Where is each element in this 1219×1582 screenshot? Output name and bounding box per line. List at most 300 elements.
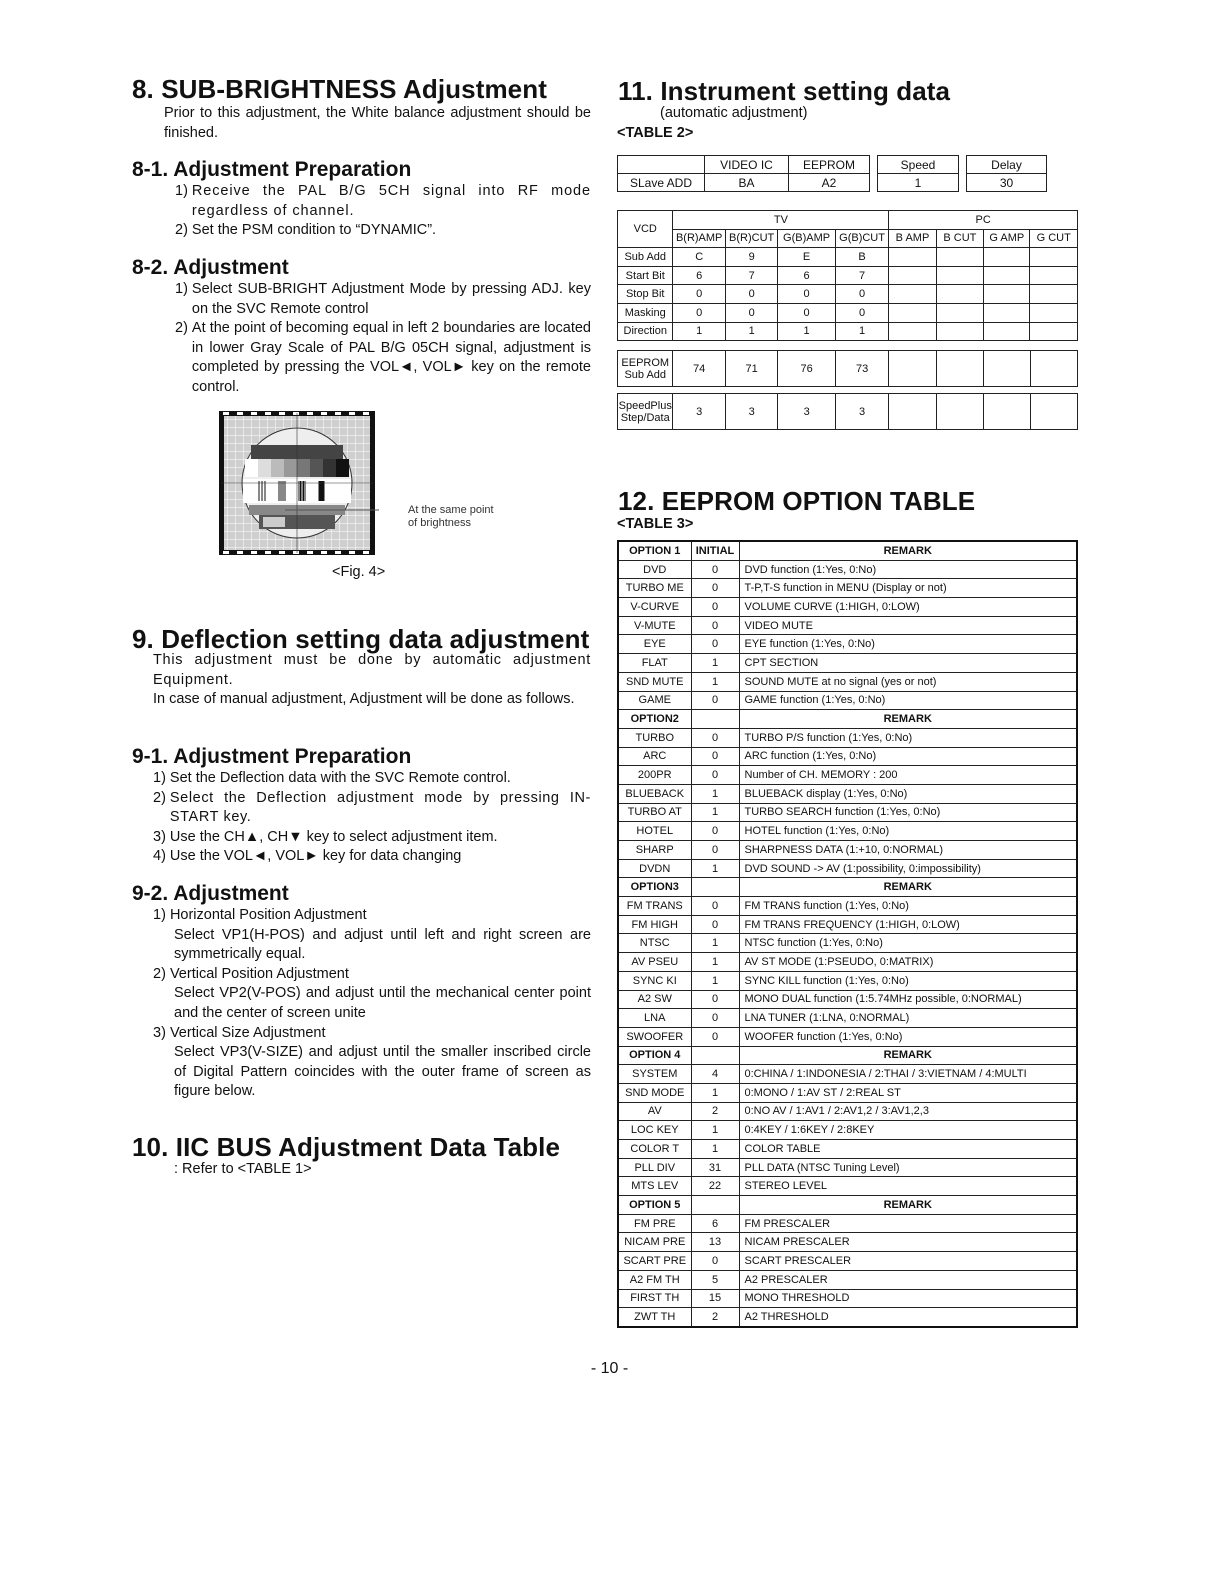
section-9-2-title: 9-2. Adjustment [132, 882, 289, 905]
column-header: G(B)CUT [835, 229, 888, 248]
option-name: NTSC [618, 934, 691, 953]
group-header-row [618, 878, 1077, 897]
option-name: LOC KEY [618, 1121, 691, 1140]
list-item: 1) Select SUB-BRIGHT Adjustment Mode by pressing ADJ. key on the SVC Remote control [175, 281, 591, 317]
option-remark: 0:CHINA / 1:INDONESIA / 2:THAI / 3:VIETNAM / 4:MULTI [739, 1065, 1077, 1084]
table-row [618, 1158, 1077, 1177]
column-header: B CUT [936, 229, 983, 248]
list-item: 4) Use the VOL◄, VOL► key for data changing [153, 848, 462, 865]
remark-header: REMARK [739, 541, 1077, 560]
table-cell: 7 [725, 266, 777, 285]
table-cell [936, 266, 983, 285]
table-row [618, 1308, 1077, 1327]
table-cell: 6 [778, 266, 835, 285]
option-initial: 1 [691, 1140, 739, 1159]
option-initial: 1 [691, 1121, 739, 1140]
option-remark: A2 THRESHOLD [739, 1308, 1077, 1327]
table-row [618, 1252, 1077, 1271]
option-initial: 0 [691, 635, 739, 654]
section-9-title: 9. Deflection setting data adjustment [132, 624, 590, 654]
option-name: NICAM PRE [618, 1233, 691, 1252]
option-initial: 1 [691, 672, 739, 691]
table-cell [618, 156, 705, 174]
row-label: Masking [618, 303, 673, 322]
figure-caption: <Fig. 4> [332, 564, 386, 580]
option-initial: 4 [691, 1065, 739, 1084]
option-name: TURBO AT [618, 803, 691, 822]
table-cell: 1 [725, 322, 777, 341]
option-initial: 0 [691, 579, 739, 598]
table-cell: 1 [778, 322, 835, 341]
option-name: PLL DIV [618, 1158, 691, 1177]
group-name: OPTION 4 [618, 1046, 691, 1065]
group-header-row [618, 541, 1077, 560]
table-row [618, 1027, 1077, 1046]
section-8-intro: Prior to this adjustment, the White balance adjustment should be finished. [164, 105, 591, 141]
section-12-title: 12. EEPROM OPTION TABLE [618, 486, 976, 516]
option-remark: FM PRESCALER [739, 1214, 1077, 1233]
table-cell [984, 248, 1030, 267]
speedplus-table [617, 393, 1078, 430]
table-cell: 0 [673, 303, 725, 322]
slave-add-table [617, 155, 870, 192]
row-label: SLave ADD [618, 174, 705, 192]
section-8-1-title: 8-1. Adjustment Preparation [132, 158, 412, 181]
table-row [618, 728, 1077, 747]
table-cell [936, 322, 983, 341]
table-2-label: <TABLE 2> [617, 125, 694, 141]
table-row [618, 351, 1078, 387]
option-initial: 0 [691, 990, 739, 1009]
option-remark: WOOFER function (1:Yes, 0:No) [739, 1027, 1077, 1046]
list-item: 2) At the point of becoming equal in left 2 boundaries are located in lower Gray Scale of PAL B/G 05CH signal, adjustment is completed by pressing the VOL◄, VOL► key on the remote control. [175, 320, 591, 395]
table-row [618, 1233, 1077, 1252]
section-9-1-title: 9-1. Adjustment Preparation [132, 745, 412, 768]
table-cell: 0 [835, 303, 888, 322]
table-cell: 71 [725, 351, 777, 387]
row-label: Start Bit [618, 266, 673, 285]
option-initial: 0 [691, 616, 739, 635]
group-name: OPTION3 [618, 878, 691, 897]
table-cell: 76 [778, 351, 836, 387]
option-name: GAME [618, 691, 691, 710]
option-initial: 0 [691, 915, 739, 934]
table-row [618, 672, 1077, 691]
option-remark: TURBO P/S function (1:Yes, 0:No) [739, 728, 1077, 747]
column-header: G CUT [1030, 229, 1078, 248]
option-remark: FM TRANS FREQUENCY (1:HIGH, 0:LOW) [739, 915, 1077, 934]
option-name: DVDN [618, 859, 691, 878]
table-cell [889, 322, 936, 341]
option-name: FLAT [618, 654, 691, 673]
group-name: OPTION2 [618, 710, 691, 729]
option-initial: 2 [691, 1102, 739, 1121]
option-name: FM HIGH [618, 915, 691, 934]
table-row [618, 1065, 1077, 1084]
list-item: 3) Vertical Size Adjustment Select VP3(V-SIZE) and adjust until the smaller inscribed circle of Digital Pattern coincides with the outer frame of screen as figure below. [153, 1024, 591, 1100]
option-name: A2 SW [618, 990, 691, 1009]
table-row [618, 654, 1077, 673]
option-name: SHARP [618, 841, 691, 860]
table-cell: E [778, 248, 835, 267]
option-remark: PLL DATA (NTSC Tuning Level) [739, 1158, 1077, 1177]
option-name: FM PRE [618, 1214, 691, 1233]
initial-header: INITIAL [691, 541, 739, 560]
group-name: OPTION 5 [618, 1196, 691, 1215]
table-cell: C [673, 248, 725, 267]
table-cell: 0 [725, 303, 777, 322]
section-10-ref: : Refer to <TABLE 1> [174, 1161, 312, 1177]
option-initial: 1 [691, 1083, 739, 1102]
option-remark: HOTEL function (1:Yes, 0:No) [739, 822, 1077, 841]
option-remark: FM TRANS function (1:Yes, 0:No) [739, 897, 1077, 916]
table-cell [936, 248, 983, 267]
option-remark: STEREO LEVEL [739, 1177, 1077, 1196]
table-cell [936, 394, 983, 430]
table-row [618, 248, 1078, 267]
table-row [618, 953, 1077, 972]
table-row [618, 635, 1077, 654]
eeprom-option-table [617, 540, 1078, 1328]
column-header: B(R)AMP [673, 229, 725, 248]
option-initial: 22 [691, 1177, 739, 1196]
option-name: ZWT TH [618, 1308, 691, 1327]
option-remark: CPT SECTION [739, 654, 1077, 673]
table-header: PC [889, 211, 1078, 230]
option-remark: DVD SOUND -> AV (1:possibility, 0:impossibility) [739, 859, 1077, 878]
table-row [618, 1009, 1077, 1028]
list-item: 2) Select the Deflection adjustment mode by pressing IN-START key. [153, 789, 591, 826]
table-cell [984, 322, 1030, 341]
eeprom-sub-add-table [617, 350, 1078, 387]
option-name: FM TRANS [618, 897, 691, 916]
option-remark: 0:MONO / 1:AV ST / 2:REAL ST [739, 1083, 1077, 1102]
remark-header: REMARK [739, 710, 1077, 729]
table-row [618, 803, 1077, 822]
delay-table [966, 155, 1047, 192]
option-remark: MONO DUAL function (1:5.74MHz possible, 0:NORMAL) [739, 990, 1077, 1009]
table-row [618, 784, 1077, 803]
table-row [618, 1289, 1077, 1308]
option-remark: TURBO SEARCH function (1:Yes, 0:No) [739, 803, 1077, 822]
table-cell [936, 285, 983, 304]
initial-header [691, 878, 739, 897]
table-row [618, 822, 1077, 841]
option-name: AV [618, 1102, 691, 1121]
vcd-table [617, 210, 1078, 341]
table-row [618, 1270, 1077, 1289]
table-row [618, 691, 1077, 710]
row-label: EEPROM Sub Add [618, 351, 673, 387]
row-label: Stop Bit [618, 285, 673, 304]
table-cell [984, 303, 1030, 322]
table-3-label: <TABLE 3> [617, 516, 694, 532]
table-cell [889, 266, 936, 285]
option-remark: Number of CH. MEMORY : 200 [739, 766, 1077, 785]
table-cell [1030, 394, 1077, 430]
list-item: 1) Set the Deflection data with the SVC Remote control. [153, 770, 511, 786]
table-row [618, 266, 1078, 285]
table-cell [984, 285, 1030, 304]
option-name: COLOR T [618, 1140, 691, 1159]
option-name: SND MUTE [618, 672, 691, 691]
table-cell: BA [705, 174, 789, 192]
section-9-1-list [153, 769, 591, 867]
option-initial: 0 [691, 728, 739, 747]
option-initial: 0 [691, 897, 739, 916]
list-item: 1) Receive the PAL B/G 5CH signal into RF mode regardless of channel. [175, 183, 591, 219]
option-name: V-MUTE [618, 616, 691, 635]
table-row [618, 1121, 1077, 1140]
option-initial: 0 [691, 691, 739, 710]
option-name: V-CURVE [618, 598, 691, 617]
section-8-2-title: 8-2. Adjustment [132, 256, 289, 279]
table-row [618, 1214, 1077, 1233]
group-header-row [618, 1046, 1077, 1065]
list-item: 3) Use the CH▲, CH▼ key to select adjustment item. [153, 828, 498, 845]
table-cell: 0 [725, 285, 777, 304]
table-cell: 0 [673, 285, 725, 304]
table-cell: 1 [878, 174, 959, 192]
option-name: 200PR [618, 766, 691, 785]
option-initial: 1 [691, 654, 739, 673]
option-remark: SCART PRESCALER [739, 1252, 1077, 1271]
table-cell: 9 [725, 248, 777, 267]
section-11-subtitle: (automatic adjustment) [660, 105, 808, 121]
option-initial: 0 [691, 766, 739, 785]
option-initial: 2 [691, 1308, 739, 1327]
option-name: TURBO [618, 728, 691, 747]
row-label: Direction [618, 322, 673, 341]
option-name: SYSTEM [618, 1065, 691, 1084]
option-remark: SOUND MUTE at no signal (yes or not) [739, 672, 1077, 691]
option-initial: 0 [691, 747, 739, 766]
remark-header: REMARK [739, 878, 1077, 897]
option-remark: COLOR TABLE [739, 1140, 1077, 1159]
section-9-intro: This adjustment must be done by automatic adjustment Equipment. In case of manual adjustment, Adjustment will be done as follows. [153, 652, 591, 708]
option-remark: MONO THRESHOLD [739, 1289, 1077, 1308]
table-cell: 3 [835, 394, 888, 430]
table-row [618, 174, 870, 192]
option-remark: SYNC KILL function (1:Yes, 0:No) [739, 971, 1077, 990]
table-cell: 6 [673, 266, 725, 285]
table-cell [889, 351, 936, 387]
option-name: FIRST TH [618, 1289, 691, 1308]
table-row [618, 971, 1077, 990]
list-item: 2) Vertical Position Adjustment Select VP2(V-POS) and adjust until the mechanical center point and the center of screen unite [153, 965, 591, 1021]
option-name: HOTEL [618, 822, 691, 841]
table-row [618, 747, 1077, 766]
table-cell: 73 [835, 351, 888, 387]
table-cell: 0 [778, 285, 835, 304]
option-name: SYNC KI [618, 971, 691, 990]
page-number: - 10 - [590, 1360, 629, 1377]
table-header: VIDEO IC [705, 156, 789, 174]
table-header: TV [673, 211, 889, 230]
option-initial: 1 [691, 934, 739, 953]
table-header: VCD [618, 211, 673, 248]
option-initial: 15 [691, 1289, 739, 1308]
table-cell [1030, 248, 1078, 267]
option-initial: 0 [691, 1009, 739, 1028]
table-row [618, 394, 1078, 430]
row-label: SpeedPlus Step/Data [618, 394, 673, 430]
remark-header: REMARK [739, 1196, 1077, 1215]
option-name: AV PSEU [618, 953, 691, 972]
table-cell: 30 [967, 174, 1047, 192]
table-row [618, 579, 1077, 598]
table-header: Delay [967, 156, 1047, 174]
option-remark: T-P,T-S function in MENU (Display or not) [739, 579, 1077, 598]
table-cell: 1 [673, 322, 725, 341]
table-cell: 7 [835, 266, 888, 285]
option-remark: A2 PRESCALER [739, 1270, 1077, 1289]
option-remark: VIDEO MUTE [739, 616, 1077, 635]
table-row [618, 934, 1077, 953]
table-cell: 3 [778, 394, 836, 430]
row-label: Sub Add [618, 248, 673, 267]
table-cell [889, 248, 936, 267]
table-cell [889, 285, 936, 304]
table-cell: 74 [673, 351, 725, 387]
option-remark: NICAM PRESCALER [739, 1233, 1077, 1252]
table-row [618, 211, 1078, 230]
table-header: EEPROM [789, 156, 870, 174]
option-initial: 0 [691, 598, 739, 617]
option-initial: 6 [691, 1214, 739, 1233]
option-remark: 0:NO AV / 1:AV1 / 2:AV1,2 / 3:AV1,2,3 [739, 1102, 1077, 1121]
column-header: G AMP [984, 229, 1030, 248]
table-cell [1030, 266, 1078, 285]
section-10-title: 10. IIC BUS Adjustment Data Table [132, 1132, 561, 1162]
speed-table [877, 155, 959, 192]
table-row [618, 897, 1077, 916]
option-remark: NTSC function (1:Yes, 0:No) [739, 934, 1077, 953]
option-name: A2 FM TH [618, 1270, 691, 1289]
option-remark: BLUEBACK display (1:Yes, 0:No) [739, 784, 1077, 803]
section-8-2-list [175, 280, 591, 398]
table-row [618, 560, 1077, 579]
table-row [618, 1140, 1077, 1159]
option-initial: 1 [691, 953, 739, 972]
option-initial: 1 [691, 859, 739, 878]
initial-header [691, 710, 739, 729]
table-cell: 3 [673, 394, 725, 430]
table-cell [1030, 285, 1078, 304]
table-row [618, 285, 1078, 304]
list-item: 1) Horizontal Position Adjustment Select VP1(H-POS) and adjust until left and right screen are symmetrically equal. [153, 907, 591, 963]
option-initial: 1 [691, 784, 739, 803]
table-row [618, 990, 1077, 1009]
section-11-title: 11. Instrument setting data [618, 76, 951, 106]
option-remark: EYE function (1:Yes, 0:No) [739, 635, 1077, 654]
table-row [618, 1102, 1077, 1121]
table-row [618, 303, 1078, 322]
option-remark: GAME function (1:Yes, 0:No) [739, 691, 1077, 710]
test-pattern-figure [219, 411, 379, 562]
table-row [618, 229, 1078, 248]
option-name: DVD [618, 560, 691, 579]
table-cell [984, 266, 1030, 285]
table-cell [936, 351, 983, 387]
table-row [618, 859, 1077, 878]
remark-header: REMARK [739, 1046, 1077, 1065]
table-row [618, 322, 1078, 341]
table-cell: 0 [835, 285, 888, 304]
initial-header [691, 1196, 739, 1215]
table-cell: A2 [789, 174, 870, 192]
table-cell: 1 [835, 322, 888, 341]
option-remark: SHARPNESS DATA (1:+10, 0:NORMAL) [739, 841, 1077, 860]
table-cell [1030, 322, 1078, 341]
table-cell [889, 303, 936, 322]
option-remark: DVD function (1:Yes, 0:No) [739, 560, 1077, 579]
option-remark: AV ST MODE (1:PSEUDO, 0:MATRIX) [739, 953, 1077, 972]
column-header: B AMP [889, 229, 936, 248]
group-header-row [618, 1196, 1077, 1215]
table-cell [936, 303, 983, 322]
option-initial: 1 [691, 971, 739, 990]
option-initial: 0 [691, 560, 739, 579]
table-cell: 3 [725, 394, 777, 430]
table-cell [1030, 303, 1078, 322]
option-name: LNA [618, 1009, 691, 1028]
option-name: MTS LEV [618, 1177, 691, 1196]
initial-header [691, 1046, 739, 1065]
table-row [618, 616, 1077, 635]
column-header: G(B)AMP [778, 229, 835, 248]
option-remark: LNA TUNER (1:LNA, 0:NORMAL) [739, 1009, 1077, 1028]
option-remark: ARC function (1:Yes, 0:No) [739, 747, 1077, 766]
option-name: EYE [618, 635, 691, 654]
table-row [618, 598, 1077, 617]
table-row [618, 1083, 1077, 1102]
option-initial: 5 [691, 1270, 739, 1289]
figure-annotation: At the same point of brightness [408, 504, 494, 529]
option-name: ARC [618, 747, 691, 766]
table-cell: 0 [778, 303, 835, 322]
table-row [618, 841, 1077, 860]
section-8-title: 8. SUB-BRIGHTNESS Adjustment [132, 74, 547, 104]
option-initial: 0 [691, 841, 739, 860]
table-cell [984, 394, 1030, 430]
table-row [618, 1177, 1077, 1196]
option-initial: 1 [691, 803, 739, 822]
table-row [618, 915, 1077, 934]
section-9-2-list [153, 906, 591, 1102]
test-pattern-image [219, 411, 379, 557]
option-name: SCART PRE [618, 1252, 691, 1271]
table-cell [984, 351, 1030, 387]
section-8-1-list [175, 182, 591, 241]
option-name: SND MODE [618, 1083, 691, 1102]
group-name: OPTION 1 [618, 541, 691, 560]
table-row [618, 766, 1077, 785]
option-name: BLUEBACK [618, 784, 691, 803]
table-cell [889, 394, 936, 430]
option-initial: 31 [691, 1158, 739, 1177]
option-initial: 0 [691, 822, 739, 841]
option-name: TURBO ME [618, 579, 691, 598]
group-header-row [618, 710, 1077, 729]
option-remark: VOLUME CURVE (1:HIGH, 0:LOW) [739, 598, 1077, 617]
option-initial: 0 [691, 1252, 739, 1271]
column-header: B(R)CUT [725, 229, 777, 248]
option-name: SWOOFER [618, 1027, 691, 1046]
table-cell: B [835, 248, 888, 267]
table-row [618, 156, 870, 174]
list-item: 2) Set the PSM condition to “DYNAMIC”. [175, 222, 437, 239]
